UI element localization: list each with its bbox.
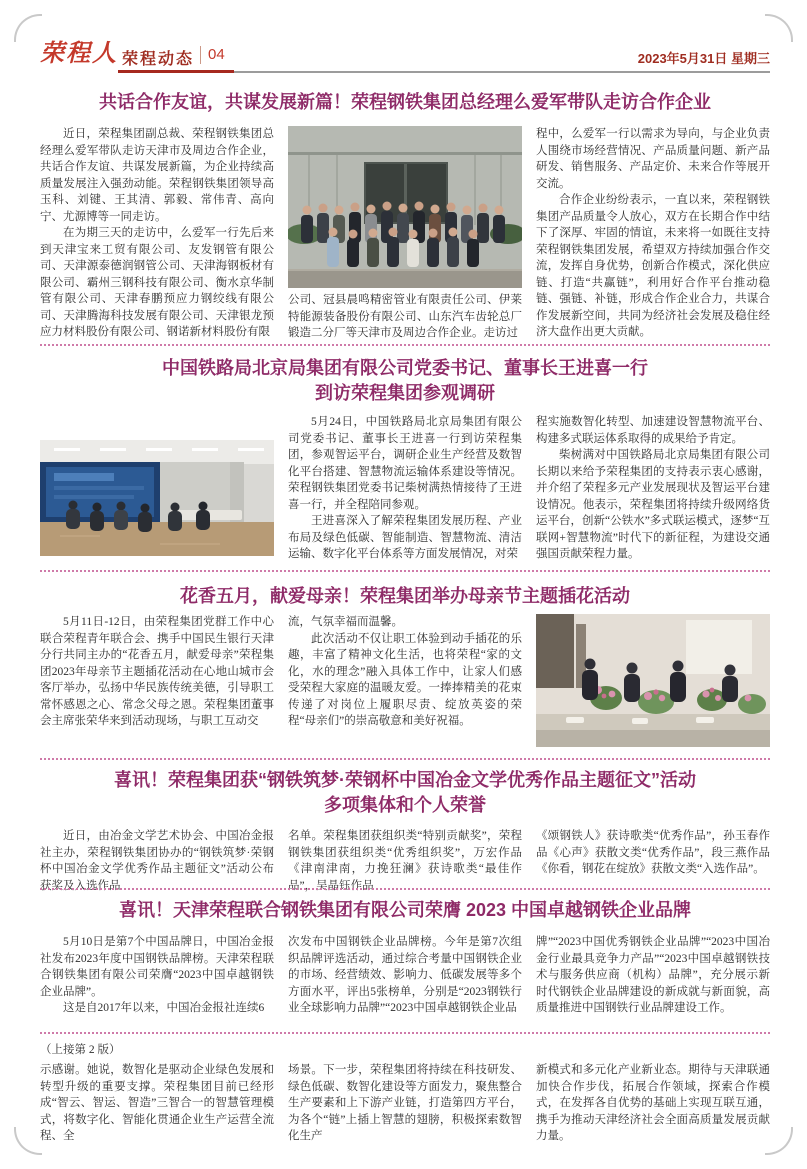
article3-col2 [288,614,522,747]
masthead-rule-red [118,70,234,73]
article4-title [40,768,770,818]
paragraph: 新模式和多元化产业新业态。期待与天津联通加快合作步伐，拓展合作领域，探索合作模式，在发挥各自优势的基础上实现互联互通，携手为推动天津经济社会全面高质量发展贡献力量。 [536,1064,770,1142]
continuation-col2 [288,1062,522,1145]
paragraph: 场景。下一步，荣程集团将持续在科技研发、绿色低碳、数智化建设等方面发力，聚焦整合生产要素和上下游产业链，打造第四方平台，为各个“链”上插上智慧的翅膀，积极探索数智化生产 [288,1064,522,1142]
continuation-col1 [40,1062,274,1145]
continuation-body [40,1062,770,1145]
article2-title [40,356,770,406]
section-divider [40,570,770,572]
paragraph: 5月24日，中国铁路局北京局集团有限公司党委书记、董事长王进喜一行到访荣程集团，参观智运平台，调研企业生产经营及数智化平台搭建、智慧物流运输体系建设等情况。荣程钢铁集团党委书记柴树满热情接待了王进喜一行，并全程陪同参观。 [288,416,522,511]
article5-col3 [536,934,770,1017]
paragraph: 程中，么爱军一行以需求为导向，与企业负责人围绕市场经营情况、产品质量问题、新产品研发、销售服务、产品定价、未来合作等展开交流。 [536,128,770,190]
article1-col1 [40,126,274,342]
article3-col1 [40,614,274,747]
paragraph: 此次活动不仅让职工体验到动手插花的乐趣，丰富了精神文化生活，也将荣程“家的文化，水的理念”融入具体工作中，让家人们感受荣程大家庭的温暖友爱。一捧捧精美的花束传递了对岗位上履职尽责、绽放英姿的荣程“母亲们”的崇高敬意和美好祝福。 [288,632,522,727]
paragraph: 合作企业纷纷表示，一直以来，荣程钢铁集团产品质量令人放心，双方在长期合作中结下了深厚、牢固的情谊，未来将一如既往支持荣程钢铁集团发展，希望双方持续加强合作交流，发挥自身优势，创新合作模式，深化供应链、打造“共赢链”，利用好合作平台推动稳链、强链、补链，形成合作企业合力，共谋合作发展新空间，共同为经济社会发展及稳住经济大盘作出更大贡献。 [536,194,770,338]
article2-col1 [40,414,274,563]
paragraph: 5月11日-12日，由荣程集团党群工作中心联合荣程青年联合会、携手中国民生银行天津分行共同主办的“花香五月，献爱母亲”荣程集团2023年母亲节主题插花活动在心地山城市会客厅举办，弘扬中华民族传统美德，引导职工常怀感恩之心、常念父母之恩。荣程集团董事会主席张荣华来到活动现场，与职工互动交 [40,616,274,727]
page-number: 04 [200,46,225,64]
paragraph: 《颂钢铁人》获诗歌类“优秀作品”，孙玉春作品《心声》获散文类“优秀作品”，段三燕作品《你看，钢花在绽放》获散文类“入选作品”。 [536,830,770,875]
section-divider [40,758,770,760]
article2-body [40,414,770,563]
article3-title: 花香五月，献爱母亲！荣程集团举办母亲节主题插花活动 [180,586,630,606]
paragraph: 柴树满对中国铁路局北京局集团有限公司长期以来给予荣程集团的支持表示衷心感谢，并介绍了荣程多元产业发展现状及智运平台建设情况。他表示，荣程集团将持续升级网络货运平台，创新“公铁水”多式联运模式，逐梦“互联网+智慧物流”时代下的新征程，为建设交通强国贡献荣程力量。 [536,449,770,560]
corner-mark-bottom-left [14,1127,42,1155]
paragraph: 近日，荣程集团副总裁、荣程钢铁集团总经理么爱军带队走访天津市及周边合作企业，共话合作友谊、共谋发展新篇，为企业持续高质量发展注入强劲动能。荣程钢铁集团领导高玉科、刘键、王其清、郭毅、常伟青、高向宁、尤源博等一同走访。 [40,128,274,223]
masthead-rule-gray [234,71,770,73]
paragraph: 流，气氛幸福而温馨。 [288,616,403,628]
article1-body [40,126,770,342]
paragraph: 这是自2017年以来，中国冶金报社连续6 [63,1002,265,1014]
article2-title-line1: 中国铁路局北京局集团有限公司党委书记、董事长王进喜一行 [162,358,648,378]
article1-col3 [536,126,770,342]
article5-col2 [288,934,522,1017]
paragraph: 王进喜深入了解荣程集团发展历程、产业布局及绿色低碳、智能制造、智慧物流、清洁运输、数字化平台体系等方面发展情况，对荣 [288,515,522,560]
article2-col2 [288,414,522,563]
article4-title-line1: 喜讯！荣程集团获“钢铁筑梦·荣钢杯中国冶金文学优秀作品主题征文”活动 [114,770,696,790]
paragraph: 示感谢。她说，数智化是驱动企业绿色发展和转型升级的重要支撑。荣程集团目前已经形成“智云、智运、智造”三智合一的智慧管理模式，将数字化、智能化贯通企业生产运营全流程、全 [40,1064,274,1142]
article5-body [40,934,770,1017]
paragraph: 公司、冠县晨鸣精密管业有限责任公司、伊莱特能源装备股份有限公司、山东汽车齿轮总厂锻造二分厂等天津市及周边合作企业。走访过 [288,294,522,339]
masthead [40,36,770,78]
article5-title: 喜讯！天津荣程联合钢铁集团有限公司荣膺 2023 中国卓越钢铁企业品牌 [118,900,692,920]
paragraph: 近日，由冶金文学艺术协会、中国冶金报社主办，荣程钢铁集团协办的“钢铁筑梦·荣钢杯中国冶金文学优秀作品主题征文”活动公布获奖及入选作品 [40,830,274,892]
section-title: 荣程动态 [122,51,195,68]
article2-title-line2: 到访荣程集团参观调研 [315,383,495,403]
newspaper-logo: 荣程人 [40,38,118,67]
paragraph: 5月10日是第7个中国品牌日，中国冶金报社发布2023年度中国钢铁品牌榜。天津荣程联合钢铁集团有限公司荣膺“2023中国卓越钢铁企业品牌”。 [40,936,274,998]
article2-col3 [536,414,770,563]
article3-body [40,614,770,747]
section-divider [40,1032,770,1034]
issue-date: 2023年5月31日 星期三 [637,51,770,66]
paragraph: 次发布中国钢铁企业品牌榜。今年是第7次组织品牌评选活动，通过综合考量中国钢铁企业的市场、经营绩效、影响力、低碳发展等多个方面水平，评出5张榜单，分别是“2023钢铁行业全球影响力品牌”“2023中国卓越钢铁企业品 [288,936,522,1014]
continuation-col3 [536,1062,770,1145]
paragraph: 名单。荣程集团获组织类“特别贡献奖”，荣程钢铁集团获组织类“优秀组织奖”，万宏作品《津南津南，力挽狂澜》获诗歌类“最佳作品”，吴晶钰作品 [288,830,522,892]
paragraph: 牌”“2023中国优秀钢铁企业品牌”“2023中国冶金行业最具竞争力产品”“2023中国卓越钢铁技术与服务供应商（机构）品牌”，充分展示新时代钢铁企业品牌建设的新成就与新面貌，高质量推进中国钢铁行业品牌建设工作。 [536,936,770,1014]
article4-col3 [536,828,770,894]
section-divider [40,888,770,890]
article1-col2 [288,126,522,342]
smart-logistics-hall-photo [40,440,274,556]
paragraph: 程实施数智化转型、加速建设智慧物流平台、构建多式联运体系取得的成果给予肯定。 [536,416,770,445]
flower-arranging-photo [536,614,770,747]
article1-title: 共话合作友谊，共谋发展新篇！荣程钢铁集团总经理么爱军带队走访合作企业 [99,92,711,112]
continued-from-note: （上接第 2 版） [40,1044,121,1056]
group-visit-photo [288,126,522,288]
paragraph: 在为期三天的走访中，么爱军一行先后来到天津宝来工贸有限公司、友发钢管有限公司、天津源泰德润钢管公司、天津海钢板材有限公司、霸州三钢科技有限公司、衡水京华制管有限公司、天津春鹏预应力钢绞线有限公司、天津腾海科技发展有限公司、天津银龙预应力材料股份有限公司、钢诺新材料股份有限 [40,227,274,338]
section-divider [40,344,770,346]
article5-col1 [40,934,274,1017]
article4-col1 [40,828,274,894]
article3-col3 [536,614,770,747]
corner-mark-top-left [14,14,42,42]
article4-col2 [288,828,522,894]
article4-title-line2: 多项集体和个人荣誉 [324,795,486,815]
article4-body [40,828,770,894]
